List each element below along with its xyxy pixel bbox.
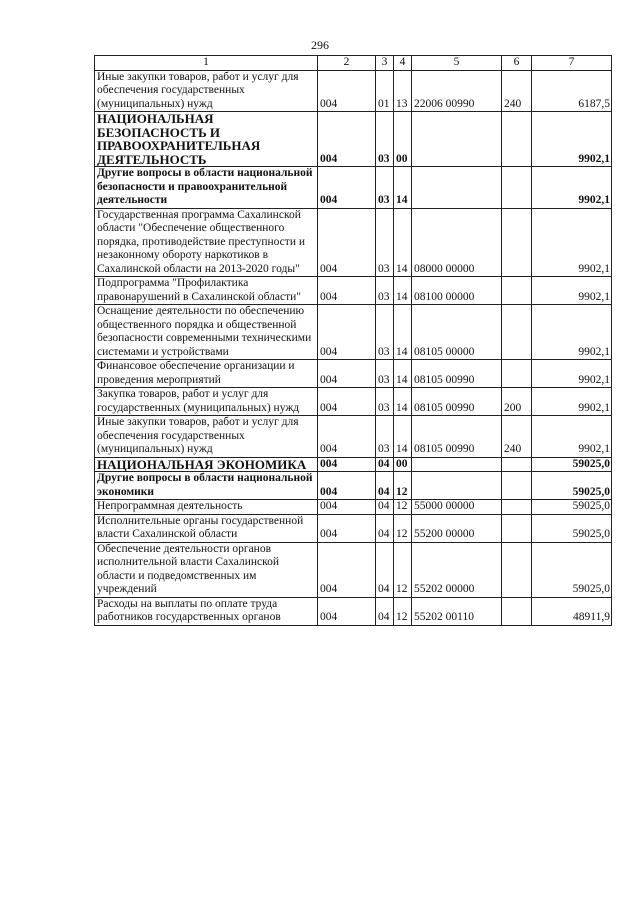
expense-type-cell bbox=[502, 277, 532, 305]
table-row bbox=[95, 277, 612, 305]
ministry-code-cell: 004 bbox=[318, 514, 376, 542]
section-code-cell: 01 bbox=[376, 70, 394, 112]
row-name-cell: Другие вопросы в области национальной экономики bbox=[95, 472, 318, 500]
target-article-cell: 55200 00000 bbox=[412, 514, 502, 542]
subsection-code-cell: 00 bbox=[394, 457, 412, 472]
section-code-cell: 03 bbox=[376, 208, 394, 277]
table-row bbox=[95, 112, 612, 167]
table-row bbox=[95, 360, 612, 388]
row-name-cell: Закупка товаров, работ и услуг для государственных (муниципальных) нужд bbox=[95, 388, 318, 416]
subsection-code-cell: 12 bbox=[394, 597, 412, 625]
target-article-cell: 55000 00000 bbox=[412, 500, 502, 515]
expense-type-cell bbox=[502, 208, 532, 277]
target-article-cell: 55202 00110 bbox=[412, 597, 502, 625]
target-article-cell bbox=[412, 472, 502, 500]
budget-table bbox=[94, 55, 612, 626]
expense-type-cell bbox=[502, 472, 532, 500]
subsection-code-cell: 14 bbox=[394, 167, 412, 209]
row-name-cell: Финансовое обеспечение организации и проведения мероприятий bbox=[95, 360, 318, 388]
section-code-cell: 04 bbox=[376, 597, 394, 625]
ministry-code-cell: 004 bbox=[318, 472, 376, 500]
column-header: 6 bbox=[502, 56, 532, 71]
section-code-cell: 03 bbox=[376, 305, 394, 360]
expense-type-cell: 200 bbox=[502, 388, 532, 416]
section-code-cell: 03 bbox=[376, 112, 394, 167]
column-header: 3 bbox=[376, 56, 394, 71]
ministry-code-cell: 004 bbox=[318, 597, 376, 625]
table-body bbox=[95, 70, 612, 625]
ministry-code-cell: 004 bbox=[318, 167, 376, 209]
column-header: 2 bbox=[318, 56, 376, 71]
amount-cell: 9902,1 bbox=[532, 208, 612, 277]
amount-cell: 6187,5 bbox=[532, 70, 612, 112]
table-row bbox=[95, 597, 612, 625]
section-code-cell: 03 bbox=[376, 388, 394, 416]
ministry-code-cell: 004 bbox=[318, 388, 376, 416]
row-name-cell: Иные закупки товаров, работ и услуг для обеспечения государственных (муниципальных) нужд bbox=[95, 416, 318, 458]
table-row bbox=[95, 305, 612, 360]
ministry-code-cell: 004 bbox=[318, 416, 376, 458]
ministry-code-cell: 004 bbox=[318, 208, 376, 277]
amount-cell: 9902,1 bbox=[532, 305, 612, 360]
section-code-cell: 04 bbox=[376, 472, 394, 500]
amount-cell: 59025,0 bbox=[532, 514, 612, 542]
amount-cell: 9902,1 bbox=[532, 167, 612, 209]
section-code-cell: 03 bbox=[376, 360, 394, 388]
row-name-cell: Оснащение деятельности по обеспечению общественного порядка и общественной безопасности современными техническими системами и устройствами bbox=[95, 305, 318, 360]
subsection-code-cell: 12 bbox=[394, 514, 412, 542]
table-row bbox=[95, 208, 612, 277]
column-header: 4 bbox=[394, 56, 412, 71]
amount-cell: 9902,1 bbox=[532, 388, 612, 416]
subsection-code-cell: 12 bbox=[394, 472, 412, 500]
amount-cell: 9902,1 bbox=[532, 277, 612, 305]
row-name-cell: Обеспечение деятельности органов исполнительной власти Сахалинской области и подведомственных им учреждений bbox=[95, 542, 318, 597]
amount-cell: 9902,1 bbox=[532, 112, 612, 167]
expense-type-cell bbox=[502, 514, 532, 542]
subsection-code-cell: 14 bbox=[394, 416, 412, 458]
row-name-cell: Государственная программа Сахалинской области "Обеспечение общественного порядка, противодействие преступности и незаконному обороту наркотиков в Сахалинской области на 2013-2020 годы" bbox=[95, 208, 318, 277]
section-code-cell: 04 bbox=[376, 500, 394, 515]
ministry-code-cell: 004 bbox=[318, 360, 376, 388]
amount-cell: 59025,0 bbox=[532, 472, 612, 500]
expense-type-cell bbox=[502, 500, 532, 515]
ministry-code-cell: 004 bbox=[318, 305, 376, 360]
subsection-code-cell: 12 bbox=[394, 542, 412, 597]
table-row bbox=[95, 514, 612, 542]
target-article-cell: 08000 00000 bbox=[412, 208, 502, 277]
column-header-row bbox=[95, 56, 612, 71]
target-article-cell: 08105 00990 bbox=[412, 360, 502, 388]
subsection-code-cell: 14 bbox=[394, 208, 412, 277]
subsection-code-cell: 13 bbox=[394, 70, 412, 112]
row-name-cell: Расходы на выплаты по оплате труда работников государственных органов bbox=[95, 597, 318, 625]
ministry-code-cell: 004 bbox=[318, 112, 376, 167]
ministry-code-cell: 004 bbox=[318, 542, 376, 597]
target-article-cell bbox=[412, 457, 502, 472]
row-name-cell: Подпрограмма "Профилактика правонарушений в Сахалинской области" bbox=[95, 277, 318, 305]
table-row bbox=[95, 542, 612, 597]
target-article-cell: 08105 00000 bbox=[412, 305, 502, 360]
amount-cell: 59025,0 bbox=[532, 542, 612, 597]
section-code-cell: 04 bbox=[376, 514, 394, 542]
section-code-cell: 04 bbox=[376, 457, 394, 472]
table-row bbox=[95, 472, 612, 500]
amount-cell: 59025,0 bbox=[532, 457, 612, 472]
expense-type-cell: 240 bbox=[502, 416, 532, 458]
ministry-code-cell: 004 bbox=[318, 70, 376, 112]
ministry-code-cell: 004 bbox=[318, 500, 376, 515]
target-article-cell: 08105 00990 bbox=[412, 416, 502, 458]
table-row bbox=[95, 457, 612, 472]
target-article-cell: 22006 00990 bbox=[412, 70, 502, 112]
row-name-cell: Исполнительные органы государственной власти Сахалинской области bbox=[95, 514, 318, 542]
column-header: 5 bbox=[412, 56, 502, 71]
amount-cell: 9902,1 bbox=[532, 360, 612, 388]
table-row bbox=[95, 167, 612, 209]
section-code-cell: 03 bbox=[376, 277, 394, 305]
table-row bbox=[95, 416, 612, 458]
target-article-cell bbox=[412, 112, 502, 167]
target-article-cell: 55202 00000 bbox=[412, 542, 502, 597]
amount-cell: 9902,1 bbox=[532, 416, 612, 458]
column-header: 7 bbox=[532, 56, 612, 71]
expense-type-cell bbox=[502, 112, 532, 167]
page-number: 296 bbox=[311, 38, 329, 52]
expense-type-cell bbox=[502, 360, 532, 388]
row-name-cell: Иные закупки товаров, работ и услуг для обеспечения государственных (муниципальных) нужд bbox=[95, 70, 318, 112]
row-name-cell: Непрограммная деятельность bbox=[95, 500, 318, 515]
expense-type-cell bbox=[502, 597, 532, 625]
ministry-code-cell: 004 bbox=[318, 457, 376, 472]
subsection-code-cell: 14 bbox=[394, 277, 412, 305]
target-article-cell bbox=[412, 167, 502, 209]
subsection-code-cell: 14 bbox=[394, 305, 412, 360]
row-name-cell: Другие вопросы в области национальной безопасности и правоохранительной деятельности bbox=[95, 167, 318, 209]
section-code-cell: 04 bbox=[376, 542, 394, 597]
expense-type-cell bbox=[502, 542, 532, 597]
amount-cell: 59025,0 bbox=[532, 500, 612, 515]
expense-type-cell bbox=[502, 457, 532, 472]
amount-cell: 48911,9 bbox=[532, 597, 612, 625]
row-name-cell: НАЦИОНАЛЬНАЯ БЕЗОПАСНОСТЬ И ПРАВООХРАНИТЕЛЬНАЯ ДЕЯТЕЛЬНОСТЬ bbox=[95, 112, 318, 167]
subsection-code-cell: 12 bbox=[394, 500, 412, 515]
table-row bbox=[95, 500, 612, 515]
subsection-code-cell: 14 bbox=[394, 360, 412, 388]
section-code-cell: 03 bbox=[376, 416, 394, 458]
subsection-code-cell: 00 bbox=[394, 112, 412, 167]
ministry-code-cell: 004 bbox=[318, 277, 376, 305]
target-article-cell: 08105 00990 bbox=[412, 388, 502, 416]
column-header: 1 bbox=[95, 56, 318, 71]
table-row bbox=[95, 388, 612, 416]
target-article-cell: 08100 00000 bbox=[412, 277, 502, 305]
expense-type-cell bbox=[502, 305, 532, 360]
row-name-cell: НАЦИОНАЛЬНАЯ ЭКОНОМИКА bbox=[95, 457, 318, 472]
expense-type-cell bbox=[502, 167, 532, 209]
table-row bbox=[95, 70, 612, 112]
section-code-cell: 03 bbox=[376, 167, 394, 209]
subsection-code-cell: 14 bbox=[394, 388, 412, 416]
expense-type-cell: 240 bbox=[502, 70, 532, 112]
